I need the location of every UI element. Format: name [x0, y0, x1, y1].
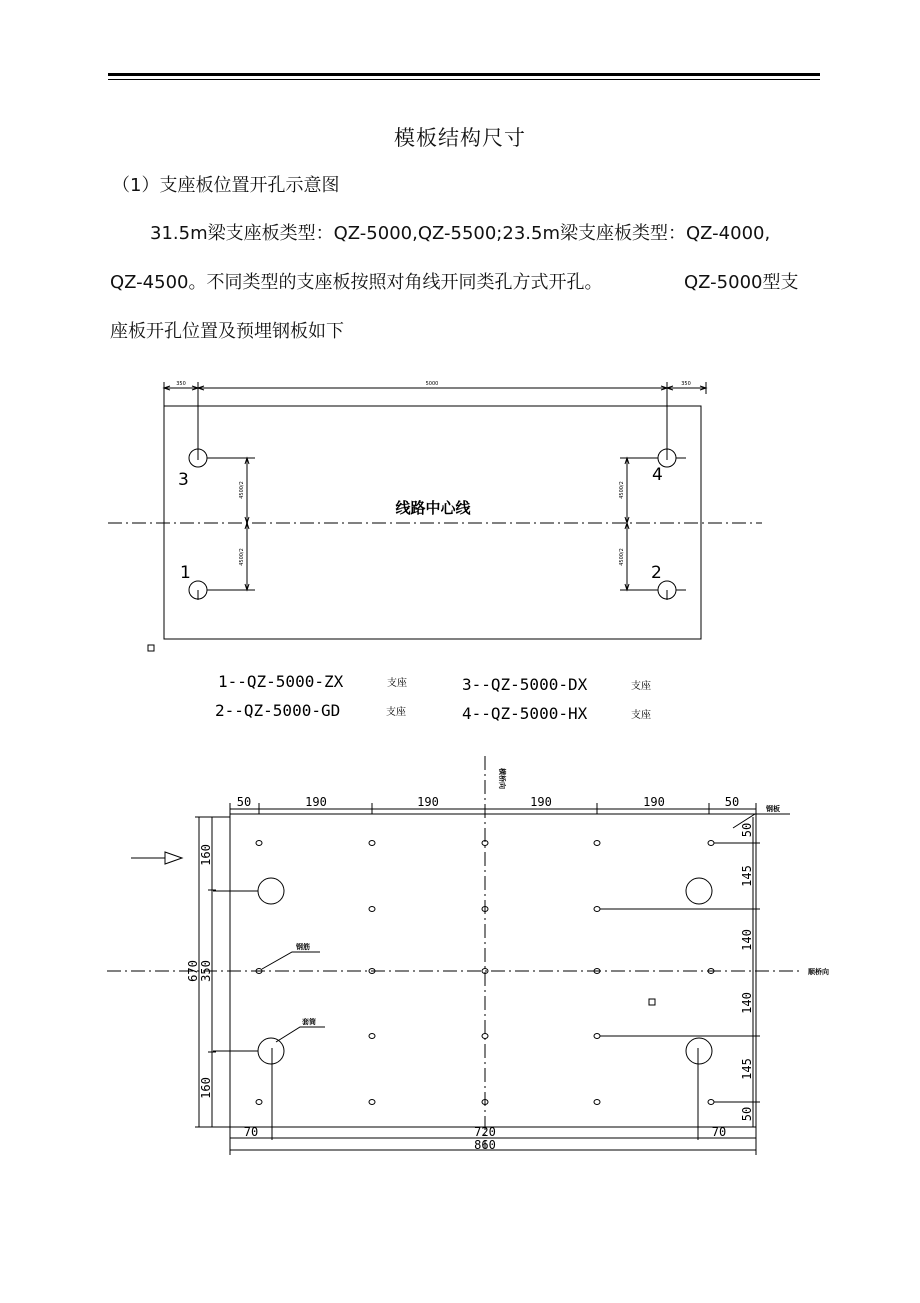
dim2-top-0: 50: [236, 795, 252, 809]
legend-3-suffix: 支座: [631, 681, 651, 692]
dim-right-lower: 4500/2: [619, 548, 625, 566]
center-line-label: 线路中心线: [395, 499, 471, 517]
dim-top-right: 350: [681, 381, 691, 387]
hole-number-2: 2: [651, 563, 662, 583]
dim2-left-0: 160: [199, 844, 213, 866]
page-title: 模板结构尺寸: [394, 126, 526, 150]
dim2-right-5: 50: [740, 1106, 754, 1122]
paragraph-line-3: 座板开孔位置及预埋钢板如下: [110, 321, 344, 342]
dim2-right-1: 145: [740, 865, 754, 887]
legend-3-code: 3--QZ-5000-DX: [462, 675, 588, 694]
label-bar: 钢筋: [296, 943, 310, 951]
dim-top-middle: 5000: [425, 381, 439, 387]
sleeve-hole-top-right: [686, 878, 712, 904]
dim2-bottom-1: 720: [474, 1125, 496, 1139]
legend-4-code: 4--QZ-5000-HX: [462, 704, 588, 723]
hole-number-4: 4: [652, 465, 663, 485]
dim2-right-3: 140: [740, 992, 754, 1014]
sleeve-hole-bottom-right: [686, 1038, 712, 1064]
dim2-right-2: 140: [740, 929, 754, 951]
paragraph-line-2a: QZ-4500。不同类型的支座板按照对角线开同类孔方式开孔。: [110, 272, 603, 293]
label-vertical-axis: 横桥向: [498, 768, 506, 789]
legend-4-suffix: 支座: [631, 710, 651, 721]
dim2-right-4: 145: [740, 1058, 754, 1080]
sleeve-hole-bottom-left: [258, 1038, 284, 1064]
legend-1-suffix: 支座: [387, 678, 407, 689]
dim-left-lower: 4500/2: [239, 548, 245, 566]
legend-2-suffix: 支座: [386, 707, 406, 718]
dim2-bottom-total: 860: [474, 1138, 496, 1152]
hole-number-1: 1: [180, 563, 191, 583]
hole-number-3: 3: [178, 470, 189, 490]
diagram-embedded-steel-plate: [0, 740, 920, 1160]
paragraph-line-2b: QZ-5000型支: [684, 272, 799, 293]
dim2-right-0: 50: [740, 822, 754, 838]
dim-right-upper: 4500/2: [619, 481, 625, 499]
dim2-top-3: 190: [530, 795, 552, 809]
label-plate: 钢板: [766, 805, 780, 813]
sleeve-hole-top-left: [258, 878, 284, 904]
dim2-bottom-2: 70: [711, 1125, 727, 1139]
section-heading: （1）支座板位置开孔示意图: [112, 175, 340, 196]
dim2-top-4: 190: [643, 795, 665, 809]
legend-1-code: 1--QZ-5000-ZX: [218, 672, 344, 691]
dim-top-left: 350: [176, 381, 186, 387]
dim2-left-2: 160: [199, 1077, 213, 1099]
label-sleeve: 套筒: [302, 1018, 316, 1026]
legend-2-code: 2--QZ-5000-GD: [215, 701, 341, 720]
dim2-top-5: 50: [724, 795, 740, 809]
dim2-top-1: 190: [305, 795, 327, 809]
dim-left-upper: 4500/2: [239, 481, 245, 499]
dim2-top-2: 190: [417, 795, 439, 809]
dim2-bottom-0: 70: [243, 1125, 259, 1139]
dim2-left-1: 350: [199, 960, 213, 982]
label-horizontal-axis: 顺桥向: [808, 968, 829, 976]
paragraph-line-1: 31.5m梁支座板类型：QZ-5000,QZ-5500;23.5m梁支座板类型：QZ-4000,: [150, 223, 771, 244]
dim2-left-total: 670: [186, 960, 200, 982]
